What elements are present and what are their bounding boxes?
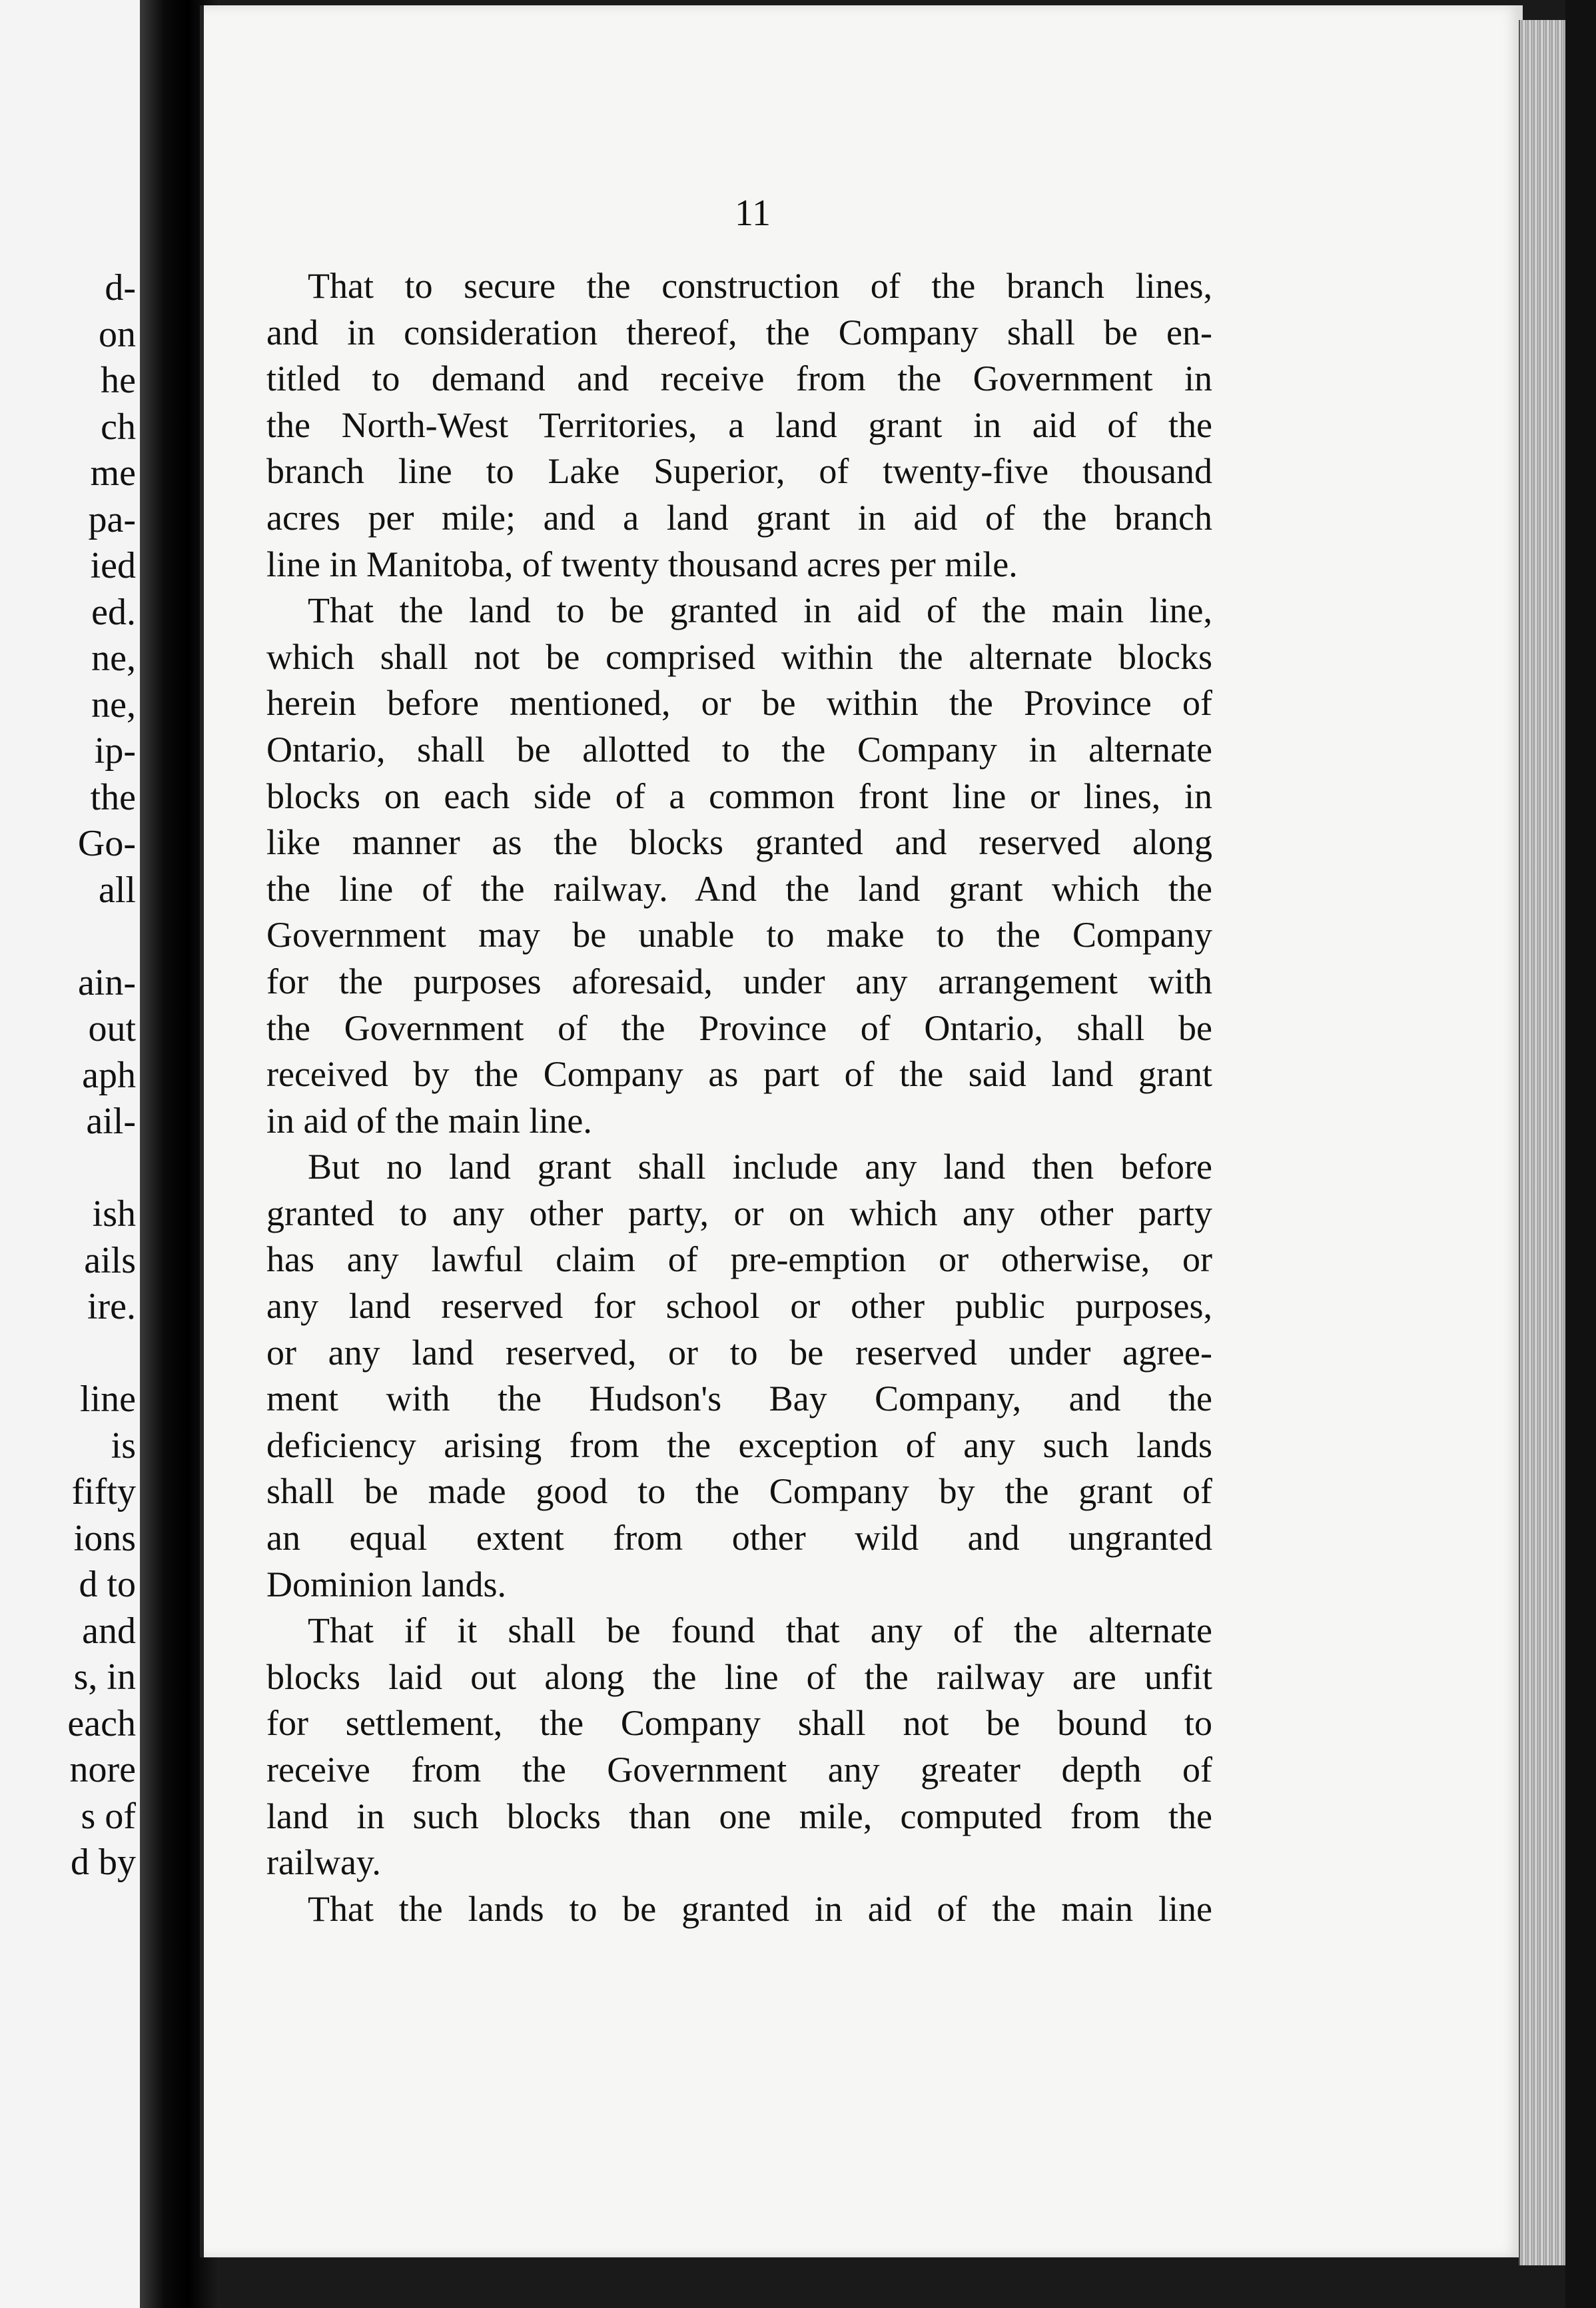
text-line: has any lawful claim of pre-emption or otherwise, or: [266, 1239, 1212, 1280]
text-line: and in consideration thereof, the Company shall be en-: [266, 312, 1212, 352]
text-fragment: Go-: [77, 823, 136, 864]
text-line: That to secure the construction of the branch lines,: [308, 266, 1212, 306]
text-fragment: each: [67, 1702, 136, 1744]
text-line: That if it shall be found that any of the alternate: [308, 1610, 1212, 1651]
fragment-gap: [0, 913, 136, 960]
text-fragment: ch: [101, 406, 136, 448]
text-fragment: aph: [82, 1054, 136, 1096]
text-fragment: s, in: [73, 1656, 136, 1698]
paragraph: [266, 1886, 1212, 1933]
paragraph: [266, 263, 1212, 588]
text-fragment: on: [99, 313, 136, 355]
text-line: Ontario, shall be allotted to the Company in alternate: [266, 729, 1212, 770]
text-fragment: ain-: [77, 961, 136, 1003]
text-fragment: is: [111, 1425, 136, 1466]
text-line: titled to demand and receive from the Government in: [266, 358, 1212, 399]
page-body-text: [266, 263, 1212, 1932]
page-edges: [1519, 20, 1567, 2265]
text-line: line in Manitoba, of twenty thousand acres per mile.: [266, 544, 1018, 584]
text-line: an equal extent from other wild and ungranted: [266, 1518, 1212, 1558]
text-line: branch line to Lake Superior, of twenty-five thousand: [266, 451, 1212, 492]
text-fragment: and: [82, 1610, 136, 1652]
previous-page-fragment: [0, 0, 140, 2308]
text-line: for the purposes aforesaid, under any arrangement with: [266, 961, 1212, 1001]
text-fragment: me: [90, 452, 136, 494]
text-line: received by the Company as part of the said land grant: [266, 1054, 1212, 1095]
text-line: Government may be unable to make to the Company: [266, 915, 1212, 955]
text-fragment: ied: [90, 545, 136, 586]
paragraph: [266, 1144, 1212, 1608]
text-fragment: ish: [92, 1193, 136, 1235]
text-fragment: s of: [81, 1795, 136, 1837]
text-line: the North-West Territories, a land grant in aid of the: [266, 404, 1212, 445]
text-fragment: all: [99, 869, 136, 911]
paragraph: [266, 1608, 1212, 1886]
text-line: That the land to be granted in aid of the main line,: [308, 590, 1212, 631]
text-fragment: ail-: [86, 1101, 136, 1142]
text-line: blocks on each side of a common front line or lines, in: [266, 776, 1212, 816]
text-fragment: line: [80, 1379, 136, 1420]
text-fragment: ne,: [91, 684, 136, 726]
text-line: which shall not be comprised within the alternate blocks: [266, 636, 1212, 677]
text-line: any land reserved for school or other public purposes,: [266, 1286, 1212, 1327]
text-fragment: out: [88, 1008, 136, 1049]
text-fragment: d-: [105, 267, 136, 308]
text-fragment: the: [90, 776, 136, 818]
scan-border: [1565, 0, 1596, 2308]
text-fragment: ails: [84, 1239, 136, 1281]
text-line: But no land grant shall include any land then before: [308, 1147, 1212, 1187]
text-line: railway.: [266, 1842, 381, 1883]
previous-page-text-fragments: [0, 265, 140, 1886]
text-line: blocks laid out along the line of the railway are unfit: [266, 1656, 1212, 1697]
text-fragment: ne,: [91, 638, 136, 679]
page-number: 11: [735, 193, 771, 234]
text-line: receive from the Government any greater depth of: [266, 1750, 1212, 1790]
text-line: deficiency arising from the exception of any such lands: [266, 1425, 1212, 1465]
text-line: the line of the railway. And the land grant which the: [266, 868, 1212, 909]
text-line: ment with the Hudson's Bay Company, and the: [266, 1379, 1212, 1419]
text-fragment: pa-: [88, 498, 136, 540]
text-line: herein before mentioned, or be within the Province of: [266, 683, 1212, 724]
text-fragment: he: [101, 360, 136, 401]
fragment-gap: [0, 1331, 136, 1377]
text-line: Dominion lands.: [266, 1564, 506, 1604]
text-line: or any land reserved, or to be reserved under agree-: [266, 1332, 1212, 1373]
fragment-gap: [0, 1145, 136, 1192]
text-line: like manner as the blocks granted and reserved along: [266, 822, 1212, 863]
text-line: land in such blocks than one mile, computed from the: [266, 1796, 1212, 1836]
text-fragment: ed.: [91, 591, 136, 633]
paragraph: [266, 588, 1212, 1144]
text-line: the Government of the Province of Ontario, shall be: [266, 1007, 1212, 1048]
text-fragment: ip-: [94, 730, 136, 772]
text-fragment: d by: [71, 1842, 136, 1883]
text-line: in aid of the main line.: [266, 1100, 592, 1141]
text-line: acres per mile; and a land grant in aid of the branch: [266, 497, 1212, 538]
text-line: shall be made good to the Company by the grant of: [266, 1471, 1212, 1512]
text-fragment: ions: [73, 1517, 136, 1559]
text-line: That the lands to be granted in aid of the main line: [308, 1888, 1212, 1929]
text-fragment: d to: [79, 1564, 136, 1605]
text-fragment: ire.: [87, 1286, 136, 1327]
text-fragment: fifty: [71, 1471, 136, 1512]
text-fragment: nore: [69, 1749, 136, 1790]
text-line: granted to any other party, or on which any other party: [266, 1193, 1212, 1233]
text-line: for settlement, the Company shall not be bound to: [266, 1703, 1212, 1744]
